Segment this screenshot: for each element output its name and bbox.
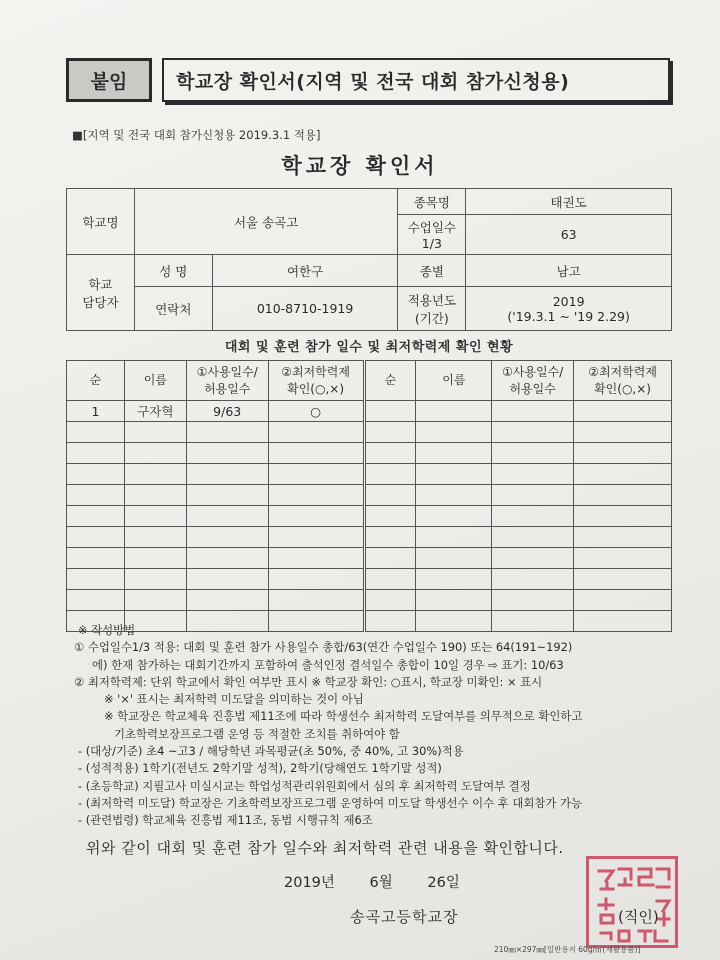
empty-cell [364,506,416,527]
note-line: ② 최저학력제: 단위 학교에서 확인 여부만 표시 ※ 학교장 확인: ○표시, 학교장 미확인: × 표시 [74,674,543,689]
table-row-empty [67,569,672,590]
empty-cell [268,485,364,506]
table-row-empty [67,590,672,611]
col-days-line1: ①사용일수/ [196,365,258,380]
table-row-empty [67,443,672,464]
type-value: 남고 [466,255,672,287]
classdays-label-line2: 1/3 [421,236,442,251]
col-days-line2: 허용일수 [204,381,251,396]
col-days-2-line2: 허용일수 [509,381,556,396]
apply-note: ■[지역 및 전국 대회 참가신청용 2019.3.1 적용] [72,128,321,142]
year-value-line1: 2019 [552,293,585,309]
empty-cell [574,569,672,590]
contact-label-line2: 담당자 [82,294,119,310]
empty-cell [186,590,268,611]
empty-cell [364,527,416,548]
empty-cell [492,485,574,506]
empty-cell [186,506,268,527]
empty-cell [268,506,364,527]
empty-cell [492,527,574,548]
empty-cell [67,548,125,569]
empty-cell [67,464,125,485]
empty-cell [186,422,268,443]
empty-cell [268,527,364,548]
year-label-line2: (기간) [414,310,449,326]
note-line: 기초학력보장프로그램 운영 등 적절한 조치를 취하여야 함 [114,726,400,741]
table-row-empty [67,548,672,569]
empty-cell [492,569,574,590]
date-day: 26일 [427,875,460,891]
empty-cell [364,590,416,611]
seal-label: (직인) [618,908,659,926]
contact-label-line1: 학교 [88,276,113,292]
empty-cell [574,485,672,506]
empty-cell [574,464,672,485]
col-days-2-line1: ①사용일수/ [502,365,564,380]
empty-cell [124,569,186,590]
empty-cell [416,506,492,527]
phone-label: 연락처 [134,287,212,331]
note-line: - (최저학력 미도달) 학교장은 기초학력보장프로그램 운영하여 미도달 학생선수 이수 후 대회참가 가능 [78,795,582,810]
empty-cell [67,422,125,443]
year-label-line1: 적용년도 [407,292,456,308]
empty-cell [124,548,186,569]
empty-cell [492,422,574,443]
empty-cell [124,464,186,485]
empty-cell [124,590,186,611]
row-check-empty [574,401,672,422]
col-days [186,361,268,401]
empty-cell [574,506,672,527]
empty-cell [416,548,492,569]
name-label: 성 명 [134,255,212,287]
school-seal-stamp [586,856,678,948]
row-check: ○ [268,401,364,422]
row-no: 1 [67,401,125,422]
empty-cell [492,548,574,569]
col-check [268,361,364,401]
date-year: 2019년 [284,875,335,891]
principal-name: 송곡고등학교장 [350,908,459,926]
document-title: 학교장 확인서 [281,154,439,178]
empty-cell [364,548,416,569]
name-value: 여한구 [212,255,398,287]
empty-cell [186,548,268,569]
empty-cell [186,464,268,485]
empty-cell [124,422,186,443]
date-month: 6월 [369,875,393,891]
col-check-line1: ②최저학력제 [281,365,350,380]
empty-cell [124,485,186,506]
empty-cell [416,569,492,590]
table-row-empty [67,422,672,443]
col-name-2: 이름 [416,361,492,401]
empty-cell [268,569,364,590]
empty-cell [416,443,492,464]
empty-cell [67,590,125,611]
school-label: 학교명 [67,189,135,255]
event-label: 종목명 [398,189,466,215]
info-table [66,188,672,331]
col-name: 이름 [124,361,186,401]
empty-cell [364,443,416,464]
row-no-empty [364,401,416,422]
col-check-2 [574,361,672,401]
table-row-empty [67,464,672,485]
empty-cell [492,443,574,464]
empty-cell [416,422,492,443]
empty-cell [416,590,492,611]
empty-cell [186,569,268,590]
type-label: 종별 [398,255,466,287]
empty-cell [186,527,268,548]
empty-cell [364,485,416,506]
section-title: 대회 및 훈련 참가 일수 및 최저학력제 확인 현황 [224,340,514,355]
empty-cell [492,590,574,611]
empty-cell [492,464,574,485]
records-header-row [67,361,672,401]
note-line: - (대상/기준) 초4 ~고3 / 해당학년 과목평균(초 50%, 중 40%, 고 30%)적용 [78,744,464,759]
contact-label [67,255,135,331]
table-row-empty [67,527,672,548]
empty-cell [67,569,125,590]
empty-cell [124,443,186,464]
empty-cell [416,485,492,506]
row-name: 구자혁 [124,401,186,422]
empty-cell [186,485,268,506]
school-value: 서울 송곡고 [134,189,398,255]
empty-cell [67,506,125,527]
empty-cell [124,527,186,548]
event-value: 태권도 [466,189,672,215]
empty-cell [364,422,416,443]
empty-cell [268,464,364,485]
confirm-statement: 위와 같이 대회 및 훈련 참가 일수와 최저학력 관련 내용을 확인합니다. [86,839,564,857]
empty-cell [574,422,672,443]
year-value [466,287,672,331]
col-days-2 [492,361,574,401]
attachment-tag: 붙임 [66,58,152,102]
empty-cell [268,590,364,611]
row-name-empty [416,401,492,422]
empty-cell [67,443,125,464]
classdays-label [398,215,466,255]
col-no-2: 순 [364,361,416,401]
classdays-value: 63 [466,215,672,255]
empty-cell [416,464,492,485]
empty-cell [492,506,574,527]
empty-cell [364,464,416,485]
seal-stamp-graphic [589,859,675,945]
empty-cell [416,527,492,548]
empty-cell [574,548,672,569]
phone-value: 010-8710-1919 [212,287,398,331]
note-line: - (초등학교) 지필고사 미실시교는 학업성적관리위원회에서 심의 후 최저학력 도달여부 결정 [78,778,531,793]
empty-cell [574,590,672,611]
table-row [67,401,672,422]
table-row-empty [67,506,672,527]
empty-cell [574,527,672,548]
empty-cell [268,443,364,464]
document-header [66,58,670,102]
empty-cell [124,506,186,527]
table-row-empty [67,485,672,506]
col-check-2-line2: 확인(○,×) [594,381,651,396]
col-check-2-line1: ②최저학력제 [588,365,657,380]
col-check-line2: 확인(○,×) [287,381,345,396]
empty-cell [67,527,125,548]
classdays-label-line1: 수업일수 [407,220,456,235]
notes-heading: ※ 작성방법 [78,623,136,637]
row-days-empty [492,401,574,422]
note-line: ※ 학교장은 학교체육 진흥법 제11조에 따라 학생선수 최저학력 도달여부를 의무적으로 확인하고 [104,709,583,724]
col-no: 순 [67,361,125,401]
note-line: 에) 한재 참가하는 대회기간까지 포함하여 출석인정 결석일수 총합이 10일 경우 ⇨ 표기: 10/63 [92,657,564,672]
issue-date [284,871,490,892]
header-title: 학교장 확인서(지역 및 전국 대회 참가신청용) [162,58,670,102]
note-line: - (성적적용) 1학기(전년도 2학기말 성적), 2학기(당해연도 1학기말 성적) [78,761,442,776]
empty-cell [268,548,364,569]
empty-cell [186,443,268,464]
note-line: - (관련법령) 학교체육 진흥법 제11조, 동법 시행규칙 제6조 [78,813,373,828]
records-table [66,360,672,632]
note-line: ※ '×' 표시는 최저학력 미도달을 의미하는 것이 아님 [104,692,364,707]
row-days: 9/63 [186,401,268,422]
paper-spec: 210㎜×297㎜[일반용지 60g/㎡(재활용품)] [494,945,641,954]
year-label [398,287,466,331]
empty-cell [364,569,416,590]
empty-cell [574,443,672,464]
writing-notes [74,622,674,830]
note-line: ① 수업일수1/3 적용: 대회 및 훈련 참가 사용일수 총합/63(연간 수업일수 190) 또는 64(191~192) [74,640,573,655]
empty-cell [268,422,364,443]
empty-cell [67,485,125,506]
year-value-line2: ('19.3.1 ~ '19 2.29) [507,308,630,324]
